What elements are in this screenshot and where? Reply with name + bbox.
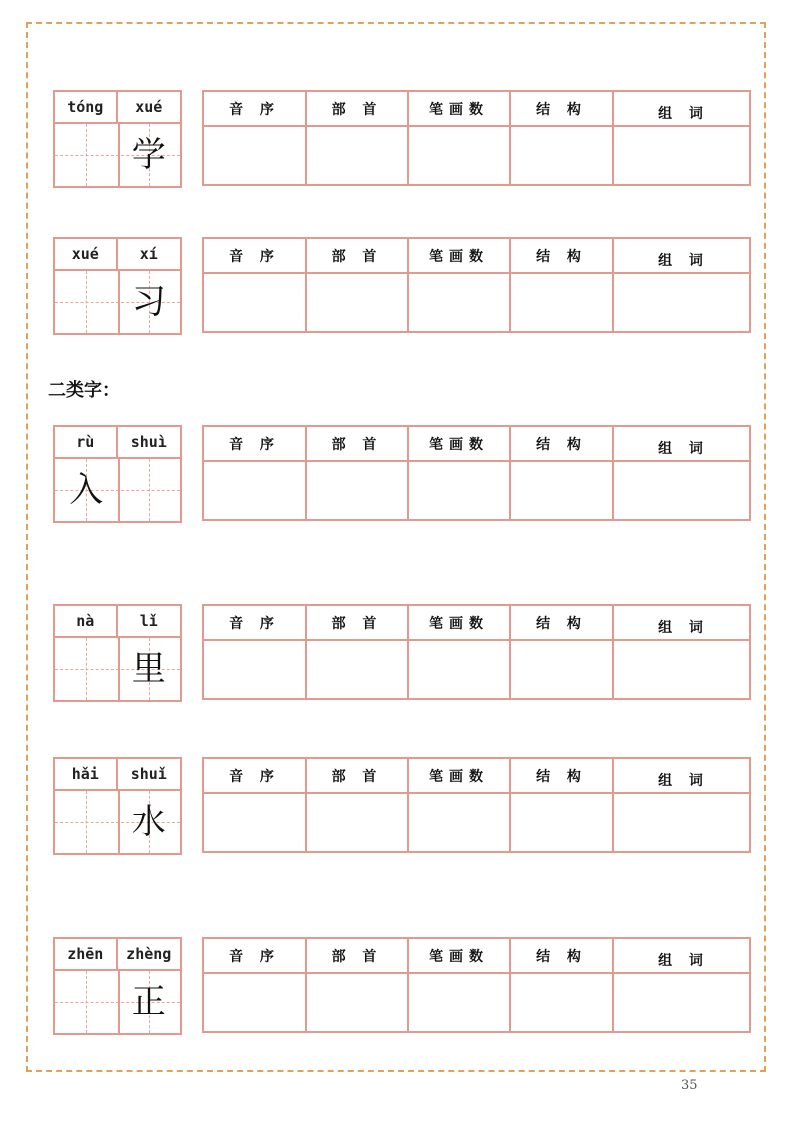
character-info-table (202, 604, 751, 700)
writing-grid (55, 638, 180, 700)
table-column (409, 759, 511, 851)
pinyin-row (55, 92, 180, 124)
table-column (614, 239, 753, 331)
table-column (204, 759, 307, 851)
pinyin-right: shuǐ (130, 765, 167, 783)
table-header-label: 笔画数 (429, 768, 489, 785)
pinyin-row (55, 239, 180, 271)
writing-grid (55, 971, 180, 1033)
table-column (511, 939, 614, 1031)
character-info-table (202, 425, 751, 521)
table-column (204, 606, 307, 698)
table-header-label: 笔画数 (429, 101, 489, 118)
hanzi-character: 习 (131, 282, 166, 322)
pinyin-right: xí (139, 245, 158, 263)
pinyin-row (55, 759, 180, 791)
table-column (511, 239, 614, 331)
table-header-label: 组 词 (658, 440, 709, 457)
answer-cell[interactable] (511, 274, 612, 331)
answer-cell[interactable] (614, 794, 753, 851)
table-header-label: 音 序 (229, 101, 280, 118)
table-column (409, 606, 511, 698)
table-header-label: 结 构 (536, 101, 587, 118)
table-header-label: 部 首 (331, 101, 383, 118)
table-column (307, 759, 409, 851)
character-grid (53, 425, 182, 523)
table-header-label: 结 构 (536, 436, 587, 453)
character-block (0, 604, 793, 704)
table-column (307, 239, 409, 331)
hanzi-character: 正 (131, 982, 166, 1022)
pinyin-right: shuì (130, 433, 167, 451)
pinyin-row (55, 606, 180, 638)
table-header-label: 结 构 (536, 948, 587, 965)
answer-cell[interactable] (511, 974, 612, 1031)
table-column (307, 939, 409, 1031)
character-info-table (202, 237, 751, 333)
table-column (511, 92, 614, 184)
answer-cell[interactable] (204, 794, 305, 851)
answer-cell[interactable] (614, 462, 753, 519)
character-block (0, 757, 793, 857)
writing-grid (55, 791, 180, 853)
table-header-label: 音 序 (229, 248, 280, 265)
answer-cell[interactable] (409, 641, 509, 698)
answer-cell[interactable] (307, 274, 407, 331)
hanzi-character: 学 (131, 135, 166, 175)
table-header-label: 部 首 (331, 615, 383, 632)
answer-cell[interactable] (511, 641, 612, 698)
character-info-table (202, 757, 751, 853)
table-header-label: 组 词 (658, 105, 709, 122)
table-column (204, 427, 307, 519)
table-header-label: 结 构 (536, 768, 587, 785)
character-grid (53, 604, 182, 702)
pinyin-row (55, 939, 180, 971)
table-header-label: 组 词 (658, 772, 709, 789)
table-column (307, 606, 409, 698)
table-header-label: 结 构 (536, 248, 587, 265)
pinyin-left: xué (55, 239, 118, 269)
answer-cell[interactable] (307, 127, 407, 184)
pinyin-right: lǐ (139, 612, 158, 630)
table-column (307, 427, 409, 519)
hanzi-character: 水 (131, 802, 166, 842)
table-column (409, 239, 511, 331)
hanzi-character: 里 (131, 649, 166, 689)
table-column (614, 606, 753, 698)
hanzi-character: 入 (69, 470, 104, 510)
character-block (0, 237, 793, 337)
table-column (409, 939, 511, 1031)
pinyin-right: zhèng (126, 945, 172, 963)
pinyin-left: tóng (55, 92, 118, 122)
writing-grid (55, 459, 180, 521)
pinyin-left: zhēn (55, 939, 118, 969)
answer-cell[interactable] (614, 974, 753, 1031)
table-header-label: 部 首 (331, 768, 383, 785)
pinyin-left: rù (55, 427, 118, 457)
character-grid (53, 90, 182, 188)
table-header-label: 部 首 (331, 436, 383, 453)
table-column (307, 92, 409, 184)
answer-cell[interactable] (614, 641, 753, 698)
table-header-label: 音 序 (229, 768, 280, 785)
section-title: 二类字： (48, 380, 120, 401)
table-column (409, 92, 511, 184)
answer-cell[interactable] (409, 974, 509, 1031)
answer-cell[interactable] (409, 127, 509, 184)
character-info-table (202, 90, 751, 186)
table-header-label: 组 词 (658, 252, 709, 269)
character-info-table (202, 937, 751, 1033)
table-header-label: 音 序 (229, 615, 280, 632)
table-column (614, 427, 753, 519)
table-column (409, 427, 511, 519)
table-column (511, 759, 614, 851)
answer-cell[interactable] (204, 641, 305, 698)
table-header-label: 笔画数 (429, 948, 489, 965)
writing-grid (55, 124, 180, 186)
table-column (204, 939, 307, 1031)
pinyin-right: xué (135, 98, 163, 116)
answer-cell[interactable] (409, 794, 509, 851)
pinyin-left: hǎi (55, 759, 118, 789)
character-block (0, 90, 793, 190)
answer-cell[interactable] (614, 274, 753, 331)
table-header-label: 部 首 (331, 248, 383, 265)
table-header-label: 组 词 (658, 952, 709, 969)
table-header-label: 笔画数 (429, 248, 489, 265)
answer-cell[interactable] (511, 462, 612, 519)
table-header-label: 部 首 (331, 948, 383, 965)
answer-cell[interactable] (204, 127, 305, 184)
table-column (614, 939, 753, 1031)
answer-cell[interactable] (307, 974, 407, 1031)
character-grid (53, 237, 182, 335)
pinyin-left: nà (55, 606, 118, 636)
table-column (204, 92, 307, 184)
answer-cell[interactable] (409, 462, 509, 519)
answer-cell[interactable] (204, 462, 305, 519)
answer-cell[interactable] (409, 274, 509, 331)
table-header-label: 音 序 (229, 436, 280, 453)
answer-cell[interactable] (204, 274, 305, 331)
writing-grid (55, 271, 180, 333)
table-header-label: 笔画数 (429, 436, 489, 453)
table-column (614, 92, 753, 184)
table-header-label: 组 词 (658, 619, 709, 636)
table-column (511, 606, 614, 698)
table-header-label: 笔画数 (429, 615, 489, 632)
pinyin-row (55, 427, 180, 459)
character-block (0, 937, 793, 1037)
page-number: 35 (681, 1078, 698, 1093)
character-grid (53, 937, 182, 1035)
answer-cell[interactable] (511, 127, 612, 184)
answer-cell[interactable] (307, 641, 407, 698)
table-column (614, 759, 753, 851)
answer-cell[interactable] (511, 794, 612, 851)
answer-cell[interactable] (614, 127, 753, 184)
table-column (511, 427, 614, 519)
table-header-label: 结 构 (536, 615, 587, 632)
answer-cell[interactable] (307, 462, 407, 519)
table-column (204, 239, 307, 331)
character-block (0, 425, 793, 525)
answer-cell[interactable] (307, 794, 407, 851)
answer-cell[interactable] (204, 974, 305, 1031)
character-grid (53, 757, 182, 855)
table-header-label: 音 序 (229, 948, 280, 965)
